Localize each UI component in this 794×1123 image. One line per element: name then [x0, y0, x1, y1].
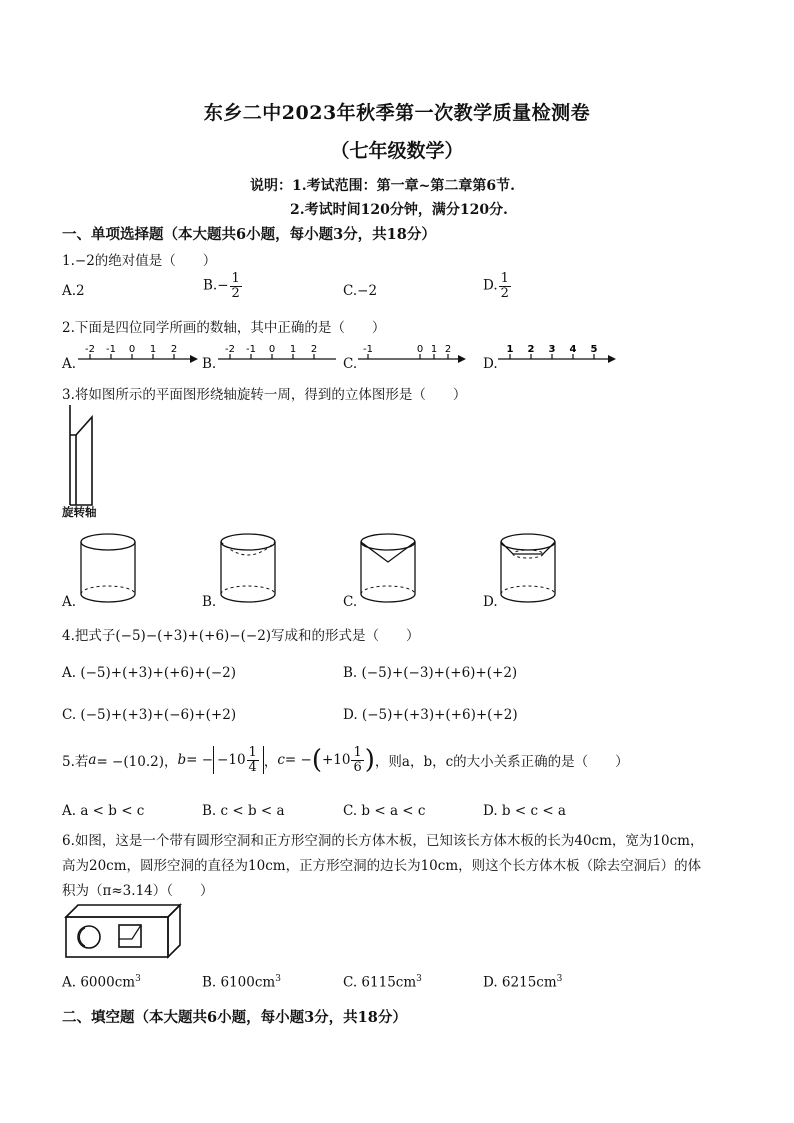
- q1-option-c: C.−2: [343, 283, 378, 299]
- q2-option-a: A.: [62, 356, 77, 372]
- q2-d-tick-label: 4: [569, 344, 577, 355]
- q4-option-d: D. (−5)+(+3)+(+6)+(+2): [343, 707, 518, 723]
- q1-option-d-fraction: $\frac{1}{2}$: [500, 271, 509, 301]
- q6-stem-line-3: 积为（π≈3.14）（ ）: [62, 883, 214, 899]
- q3-option-d-solid: [498, 532, 560, 610]
- q1-option-b: B.− $\frac{1}{2}$: [203, 271, 240, 301]
- q5-option-a: A. a < b < c: [62, 803, 145, 819]
- q5-option-b: B. c < b < a: [202, 803, 285, 819]
- q2-number-line-b: [218, 342, 338, 372]
- q2-a-tick-label: -2: [85, 344, 95, 355]
- section-1-heading: 一、单项选择题（本大题共6小题，每小题3分，共18分）: [62, 226, 436, 243]
- q2-c-tick-label: 0: [416, 344, 424, 355]
- q4-option-b: B. (−5)+(−3)+(+6)+(+2): [343, 665, 518, 681]
- q6-option-d: D. $6215cm^3$: [483, 974, 563, 991]
- q2-number-line-a: [78, 342, 198, 372]
- q3-option-b: B.: [202, 594, 217, 610]
- q1-option-d: D. $\frac{1}{2}$: [483, 271, 509, 301]
- q1-option-b-fraction: $\frac{1}{2}$: [231, 271, 240, 301]
- q2-c-tick-label: 2: [444, 344, 452, 355]
- q6-option-b: B. $6100cm^3$: [202, 974, 281, 991]
- q2-d-tick-label: 1: [506, 344, 514, 355]
- q5-absolute-value: −10 $\frac{1}{4}$: [213, 746, 264, 774]
- q3-option-b-solid: [218, 532, 280, 610]
- q3-stem: 3.将如图所示的平面图形绕轴旋转一周，得到的立体图形是（ ）: [62, 387, 467, 403]
- q2-b-tick-label: -1: [246, 344, 256, 355]
- q6-option-a: A. $6000cm^3$: [62, 974, 141, 991]
- q3-option-c-solid: [358, 532, 420, 610]
- q2-stem: 2.下面是四位同学所画的数轴，其中正确的是（ ）: [62, 320, 386, 336]
- q2-b-tick-label: 1: [289, 344, 297, 355]
- q2-number-line-c: [358, 342, 468, 372]
- q6-stem-line-1: 6.如图，这是一个带有圆形空洞和正方形空洞的长方体木板，已知该长方体木板的长为40cm，宽为10cm，: [62, 833, 704, 849]
- q2-b-tick-label: 0: [268, 344, 276, 355]
- q5-option-d: D. b < c < a: [483, 803, 566, 819]
- q3-option-a-solid: [78, 532, 140, 610]
- q3-plane-figure: [62, 405, 122, 510]
- q2-a-tick-label: 1: [149, 344, 157, 355]
- q2-a-tick-label: 2: [170, 344, 178, 355]
- q5-option-c: C. b < a < c: [343, 803, 426, 819]
- q2-b-tick-label: -2: [225, 344, 235, 355]
- q4-stem: 4.把式子(−5)−(+3)+(+6)−(−2)写成和的形式是（ ）: [62, 628, 420, 644]
- q2-option-c: C.: [343, 356, 358, 372]
- q3-option-d: D.: [483, 594, 498, 610]
- exam-note-2: 2.考试时间120分钟，满分120分.: [290, 202, 508, 218]
- section-2-heading: 二、填空题（本大题共6小题，每小题3分，共18分）: [62, 1009, 407, 1026]
- q3-axis-label: 旋转轴: [62, 505, 97, 519]
- q2-number-line-d: [498, 342, 618, 372]
- q2-option-d: D.: [483, 356, 498, 372]
- q2-b-tick-label: 2: [310, 344, 318, 355]
- exam-title: 东乡二中2023年秋季第一次教学质量检测卷: [203, 102, 591, 124]
- q1-option-a: A.2: [62, 283, 85, 299]
- q2-option-b: B.: [202, 356, 217, 372]
- q3-option-c: C.: [343, 594, 358, 610]
- q5-stem: 5.若 a = −(10.2)， b = − −10 $\frac{1}{4}$ ， c = − ( +10 $\frac{1}{6}$ ) ，则a，b，c的大小关系正确的是（ ）: [62, 745, 629, 776]
- q6-board-figure: [64, 903, 184, 963]
- q2-d-tick-label: 3: [548, 344, 556, 355]
- q2-a-tick-label: -1: [106, 344, 116, 355]
- q2-c-tick-label: 1: [430, 344, 438, 355]
- q2-d-tick-label: 5: [590, 344, 598, 355]
- q3-option-a: A.: [62, 594, 77, 610]
- q2-c-tick-label: -1: [363, 344, 373, 355]
- q4-option-a: A. (−5)+(+3)+(+6)+(−2): [62, 665, 237, 681]
- exam-subtitle: （七年级数学）: [330, 140, 464, 162]
- q4-option-c: C. (−5)+(+3)+(−6)+(+2): [62, 707, 237, 723]
- q6-option-c: C. $6115cm^3$: [343, 974, 422, 991]
- exam-note-1: 说明：1.考试范围：第一章~第二章第6节.: [250, 178, 515, 194]
- q6-stem-line-2: 高为20cm，圆形空洞的直径为10cm，正方形空洞的边长为10cm，则这个长方体木板（除去空洞后）的体: [62, 858, 702, 874]
- q2-d-tick-label: 2: [527, 344, 535, 355]
- q2-a-tick-label: 0: [128, 344, 136, 355]
- q1-stem: 1.−2的绝对值是（ ）: [62, 253, 217, 269]
